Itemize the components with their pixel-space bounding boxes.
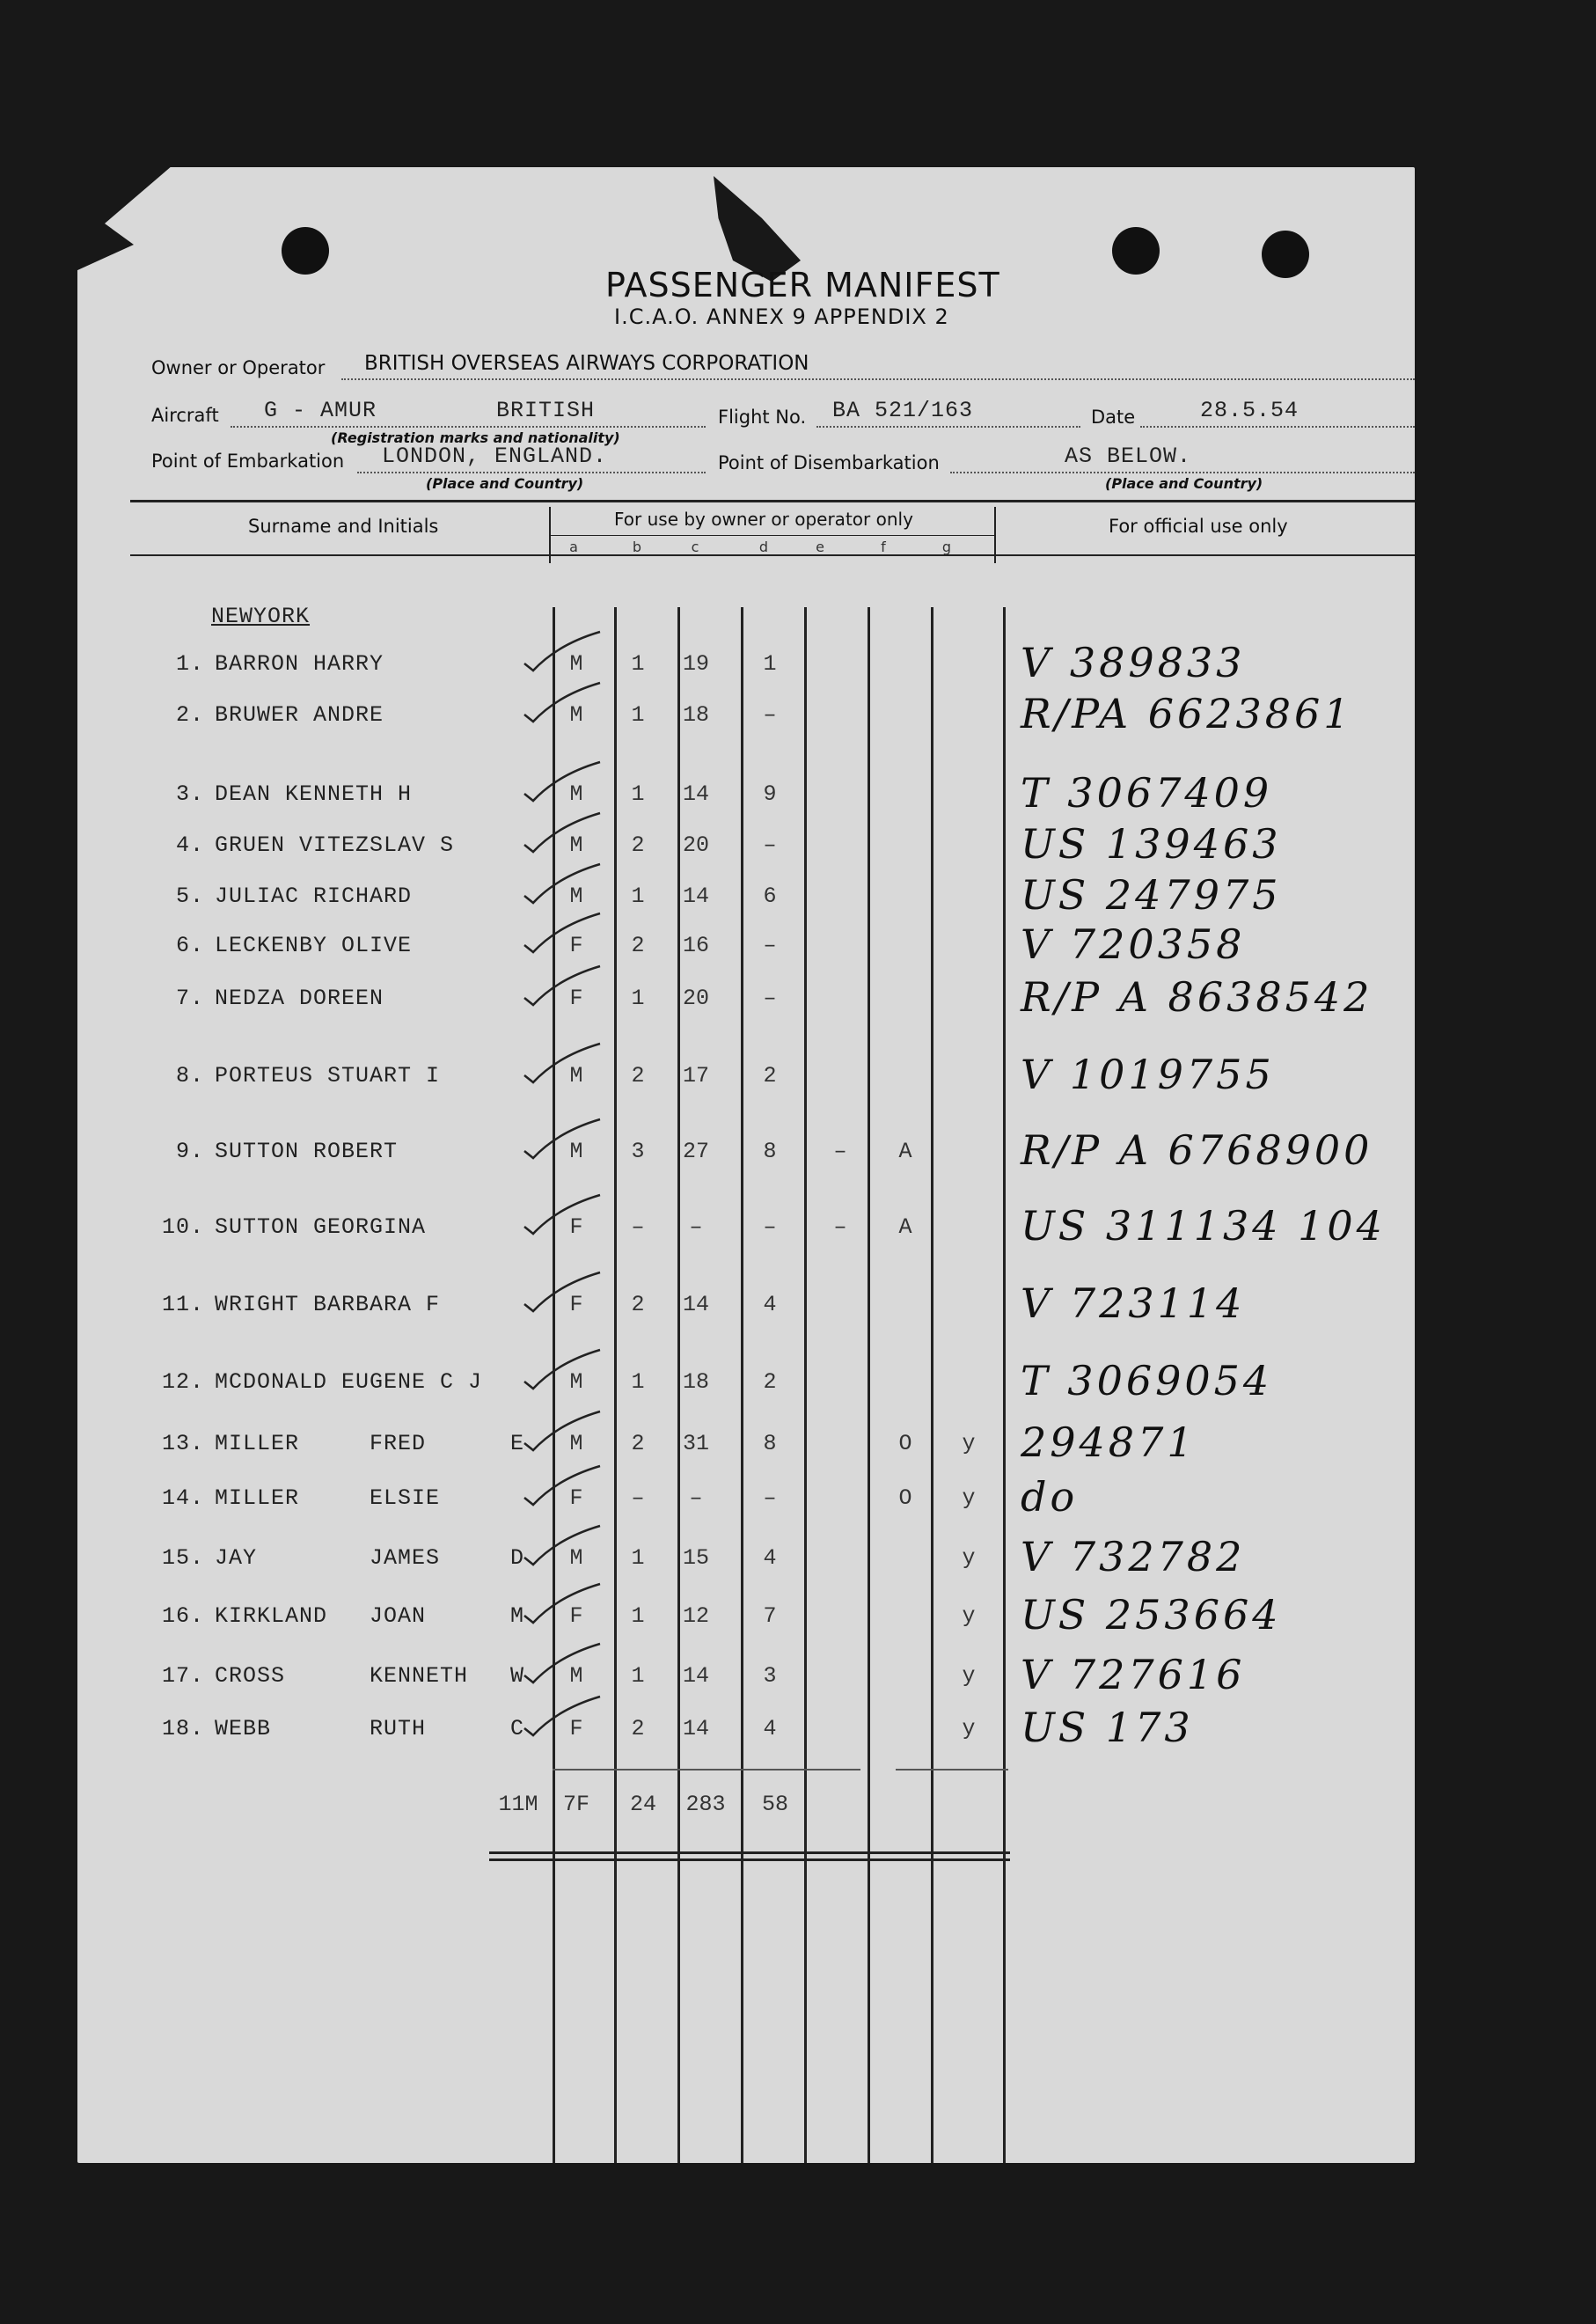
owner-label: Owner or Operator — [151, 357, 326, 378]
passenger-name: SUTTON ROBERT — [215, 1139, 399, 1164]
cell-b: 2 — [631, 1431, 645, 1456]
check-mark — [524, 632, 600, 671]
passenger-sex: M — [569, 781, 583, 807]
date-value: 28.5.54 — [1200, 398, 1299, 423]
cell-g: y — [962, 1431, 976, 1456]
passenger-sex: M — [569, 1545, 583, 1571]
column-header-d: d — [758, 539, 769, 555]
row-number: 3. — [175, 781, 204, 807]
row-number: 5. — [175, 883, 204, 909]
passenger-name: MILLER FRED E — [215, 1431, 525, 1456]
cell-b: 1 — [631, 986, 645, 1011]
passenger-name: KIRKLAND JOAN M — [215, 1603, 525, 1629]
passenger-name: BARRON HARRY — [215, 651, 384, 677]
cell-b: 2 — [631, 1292, 645, 1317]
aircraft-registration: G - AMUR — [264, 398, 377, 423]
total-male: 11M — [498, 1792, 538, 1817]
embarkation-note: (Place and Country) — [426, 475, 584, 492]
aircraft-nationality: BRITISH — [496, 398, 596, 423]
check-mark — [524, 1644, 600, 1683]
cell-c: – — [689, 1485, 703, 1511]
row-number: 7. — [175, 986, 204, 1011]
passenger-name: GRUEN VITEZSLAV S — [215, 832, 455, 858]
total-c: 283 — [685, 1792, 726, 1817]
cell-c: 18 — [682, 702, 709, 728]
header-surname: Surname and Initials — [248, 516, 439, 537]
cell-c: 19 — [682, 651, 709, 677]
row-number: 9. — [175, 1139, 204, 1164]
passenger-name: MCDONALD EUGENE C J — [215, 1369, 483, 1395]
row-number: 1. — [175, 651, 204, 677]
cell-c: 14 — [682, 1292, 709, 1317]
cell-d: 3 — [763, 1663, 777, 1689]
cell-d: – — [763, 986, 777, 1011]
cell-g: y — [962, 1663, 976, 1689]
passenger-sex: F — [569, 1485, 583, 1511]
cell-b: 1 — [631, 702, 645, 728]
cell-b: 1 — [631, 1663, 645, 1689]
passenger-sex: M — [569, 1139, 583, 1164]
cell-g: y — [962, 1545, 976, 1571]
cell-c: 14 — [682, 781, 709, 807]
cell-f: O — [898, 1485, 912, 1511]
cell-d: 4 — [763, 1716, 777, 1741]
passenger-name: BRUWER ANDRE — [215, 702, 384, 728]
registration-note: (Registration marks and nationality) — [331, 429, 620, 446]
cell-g: y — [962, 1603, 976, 1629]
official-passport-number: R/P A 6768900 — [1021, 1126, 1373, 1174]
cell-c: 18 — [682, 1369, 709, 1395]
cell-c: 20 — [682, 986, 709, 1011]
aircraft-label: Aircraft — [151, 405, 219, 426]
cell-d: – — [763, 933, 777, 958]
passenger-name: LECKENBY OLIVE — [215, 933, 413, 958]
check-mark — [524, 1466, 600, 1505]
row-number: 14. — [161, 1485, 204, 1511]
cell-c: 15 — [682, 1545, 709, 1571]
disembarkation-note: (Place and Country) — [1105, 475, 1263, 492]
cell-c: 14 — [682, 883, 709, 909]
check-mark — [524, 1350, 600, 1389]
cell-b: 1 — [631, 781, 645, 807]
row-number: 4. — [175, 832, 204, 858]
cell-d: 2 — [763, 1369, 777, 1395]
total-b: 24 — [629, 1792, 656, 1817]
check-mark — [524, 1584, 600, 1623]
row-number: 6. — [175, 933, 204, 958]
column-header-e: e — [816, 539, 824, 555]
header-owner-use: For use by owner or operator only — [614, 509, 913, 530]
passenger-name: PORTEUS STUART I — [215, 1063, 441, 1089]
passenger-sex: M — [569, 1431, 583, 1456]
cell-c: 14 — [682, 1716, 709, 1741]
check-mark — [524, 1411, 600, 1450]
official-passport-number: 294871 — [1021, 1419, 1197, 1466]
passenger-sex: M — [569, 883, 583, 909]
cell-g: y — [962, 1485, 976, 1511]
owner-value: BRITISH OVERSEAS AIRWAYS CORPORATION — [364, 352, 809, 375]
passenger-sex: F — [569, 933, 583, 958]
cell-c: 14 — [682, 1663, 709, 1689]
check-mark — [524, 1272, 600, 1311]
passenger-sex: M — [569, 702, 583, 728]
cell-d: 8 — [763, 1139, 777, 1164]
cell-d: – — [763, 832, 777, 858]
flight-label: Flight No. — [718, 407, 807, 428]
cell-b: 1 — [631, 1545, 645, 1571]
official-passport-number: US 139463 — [1021, 820, 1282, 868]
cell-e: – — [833, 1214, 847, 1240]
embarkation-value: LONDON, ENGLAND. — [382, 444, 608, 469]
cell-d: – — [763, 702, 777, 728]
cell-c: – — [689, 1214, 703, 1240]
passenger-name: SUTTON GEORGINA — [215, 1214, 427, 1240]
passenger-name: WRIGHT BARBARA F — [215, 1292, 441, 1317]
cell-d: 8 — [763, 1431, 777, 1456]
passenger-sex: F — [569, 1292, 583, 1317]
cell-d: 6 — [763, 883, 777, 909]
passenger-name: DEAN KENNETH H — [215, 781, 413, 807]
cell-b: – — [631, 1214, 645, 1240]
official-passport-number: T 3069054 — [1021, 1357, 1273, 1404]
official-passport-number: V 389833 — [1021, 639, 1246, 686]
column-header-f: f — [881, 539, 886, 555]
cell-d: – — [763, 1214, 777, 1240]
official-passport-number: V 732782 — [1021, 1533, 1246, 1580]
check-mark — [524, 913, 600, 952]
row-number: 16. — [161, 1603, 204, 1629]
cell-d: 9 — [763, 781, 777, 807]
official-passport-number: do — [1021, 1473, 1079, 1521]
check-mark — [524, 683, 600, 722]
cell-d: 2 — [763, 1063, 777, 1089]
cell-c: 16 — [682, 933, 709, 958]
column-header-g: g — [941, 539, 952, 555]
official-passport-number: T 3067409 — [1021, 769, 1273, 817]
passenger-name: JAY JAMES D — [215, 1545, 525, 1571]
row-number: 15. — [161, 1545, 204, 1571]
row-number: 13. — [161, 1431, 204, 1456]
passenger-name: NEDZA DOREEN — [215, 986, 384, 1011]
cell-f: A — [898, 1139, 912, 1164]
cell-b: 2 — [631, 1063, 645, 1089]
header-official-use: For official use only — [1109, 516, 1288, 537]
official-passport-number: V 720358 — [1021, 920, 1246, 968]
cell-c: 20 — [682, 832, 709, 858]
check-mark — [524, 762, 600, 801]
check-mark — [524, 813, 600, 852]
passenger-name: CROSS KENNETH W — [215, 1663, 525, 1689]
cell-d: 7 — [763, 1603, 777, 1629]
passenger-name: MILLER ELSIE — [215, 1485, 441, 1511]
cell-c: 12 — [682, 1603, 709, 1629]
total-female: 7F — [562, 1792, 589, 1817]
cell-b: 2 — [631, 832, 645, 858]
form-subtitle: I.C.A.O. ANNEX 9 APPENDIX 2 — [614, 304, 949, 329]
passenger-sex: F — [569, 1214, 583, 1240]
cell-c: 31 — [682, 1431, 709, 1456]
disembarkation-value: AS BELOW. — [1065, 444, 1192, 469]
passenger-sex: M — [569, 1063, 583, 1089]
cell-d: 4 — [763, 1292, 777, 1317]
official-passport-number: US 247975 — [1021, 871, 1282, 919]
passenger-sex: M — [569, 1663, 583, 1689]
cell-b: 1 — [631, 1603, 645, 1629]
cell-f: A — [898, 1214, 912, 1240]
cell-e: – — [833, 1139, 847, 1164]
date-label: Date — [1091, 407, 1136, 428]
official-passport-number: R/P A 8638542 — [1021, 973, 1373, 1021]
cell-f: O — [898, 1431, 912, 1456]
cell-d: 4 — [763, 1545, 777, 1571]
official-passport-number: US 173 — [1021, 1704, 1194, 1751]
row-number: 11. — [161, 1292, 204, 1317]
official-passport-number: V 1019755 — [1021, 1051, 1275, 1098]
check-mark — [524, 1195, 600, 1234]
passenger-sex: M — [569, 832, 583, 858]
passenger-sex: F — [569, 1603, 583, 1629]
row-number: 2. — [175, 702, 204, 728]
check-mark — [524, 864, 600, 903]
cell-d: – — [763, 1485, 777, 1511]
cell-b: 2 — [631, 1716, 645, 1741]
cell-c: 27 — [682, 1139, 709, 1164]
cell-d: 1 — [763, 651, 777, 677]
cell-b: 3 — [631, 1139, 645, 1164]
cell-b: 1 — [631, 883, 645, 909]
official-passport-number: V 727616 — [1021, 1651, 1246, 1698]
official-passport-number: R/PA 6623861 — [1021, 690, 1353, 737]
passenger-sex: M — [569, 651, 583, 677]
cell-b: 1 — [631, 651, 645, 677]
check-mark — [524, 1697, 600, 1735]
row-number: 8. — [175, 1063, 204, 1089]
passenger-sex: F — [569, 986, 583, 1011]
row-number: 12. — [161, 1369, 204, 1395]
official-passport-number: US 311134 104 — [1021, 1202, 1386, 1250]
passenger-name: WEBB RUTH C — [215, 1716, 525, 1741]
passenger-sex: M — [569, 1369, 583, 1395]
disembarkation-label: Point of Disembarkation — [718, 452, 940, 473]
official-passport-number: V 723114 — [1021, 1279, 1246, 1327]
official-passport-number: US 253664 — [1021, 1591, 1282, 1639]
form-title: PASSENGER MANIFEST — [605, 266, 1000, 304]
column-header-c: c — [691, 539, 699, 555]
flight-number: BA 521/163 — [832, 398, 974, 423]
column-header-a: a — [569, 539, 578, 555]
column-header-b: b — [632, 539, 642, 555]
cell-b: 2 — [631, 933, 645, 958]
cell-c: 17 — [682, 1063, 709, 1089]
passenger-name: JULIAC RICHARD — [215, 883, 413, 909]
cell-g: y — [962, 1716, 976, 1741]
total-d: 58 — [761, 1792, 788, 1817]
cell-b: – — [631, 1485, 645, 1511]
check-mark — [524, 966, 600, 1005]
check-mark — [524, 1526, 600, 1565]
row-number: 17. — [161, 1663, 204, 1689]
check-mark — [524, 1119, 600, 1158]
passenger-sex: F — [569, 1716, 583, 1741]
check-mark — [524, 1044, 600, 1082]
cell-b: 1 — [631, 1369, 645, 1395]
row-number: 18. — [161, 1716, 204, 1741]
row-number: 10. — [161, 1214, 204, 1240]
destination-heading: NEWYORK — [211, 604, 311, 629]
embarkation-label: Point of Embarkation — [151, 451, 345, 472]
